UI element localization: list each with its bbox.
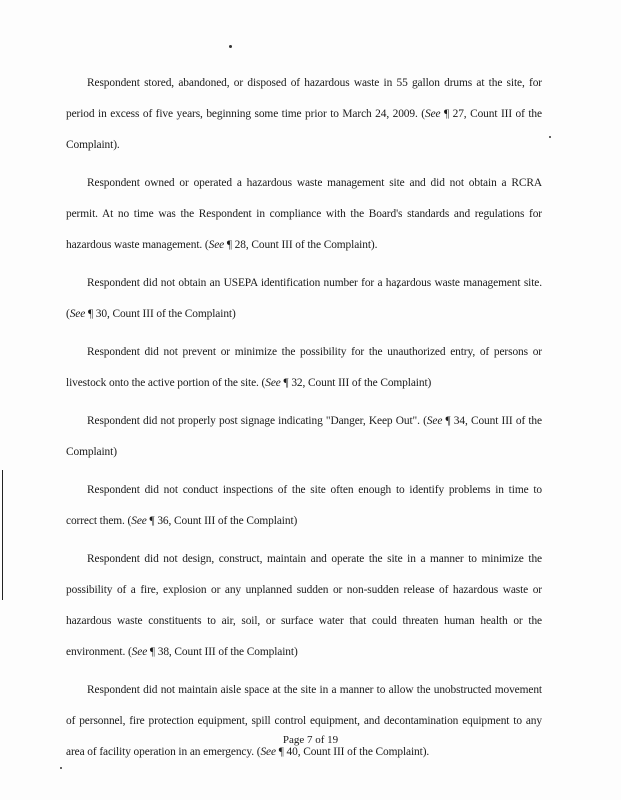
paragraph-rcra-permit: Respondent owned or operated a hazardous waste management site and did not obtain a RCRA permit. At no time was the Respondent in compliance with the Board's standards and regulations for hazardous waste management. (See ¶ 28, Count III of the Complaint). <box>66 177 542 251</box>
scan-speck <box>229 45 232 48</box>
paragraph-drums: Respondent stored, abandoned, or disposed of hazardous waste in 55 gallon drums at the site, for period in excess of five years, beginning some time prior to March 24, 2009. (See ¶ 27, Count III of the Complaint). <box>66 77 542 151</box>
paragraph-aisle-space: Respondent did not maintain aisle space at the site in a manner to allow the unobstructed movement of personnel, fire protection equipment, spill control equipment, and decontamination equipment to any area of facility operation in an emergency. (See ¶ 40, Count III of the Complaint). <box>66 684 542 758</box>
document-body <box>66 68 542 775</box>
paragraph-signage: Respondent did not properly post signage indicating "Danger, Keep Out". (See ¶ 34, Count III of the Complaint) <box>66 415 542 458</box>
paragraph-unauthorized-entry: Respondent did not prevent or minimize the possibility for the unauthorized entry, of persons or livestock onto the active portion of the site. (See ¶ 32, Count III of the Complaint) <box>66 346 542 389</box>
paragraph-usepa-id: Respondent did not obtain an USEPA identification number for a hazardous waste management site. (See ¶ 30, Count III of the Complaint) <box>66 277 542 320</box>
page-number: Page 7 of 19 <box>282 734 339 746</box>
paragraph-fire-explosion: Respondent did not design, construct, maintain and operate the site in a manner to minimize the possibility of a fire, explosion or any unplanned sudden or non-sudden release of hazardous waste or hazardous waste constituents to air, soil, or surface water that could threaten human health or the environment. (See ¶ 38, Count III of the Complaint) <box>66 553 542 658</box>
scan-edge-mark <box>2 470 3 600</box>
paragraph-inspections: Respondent did not conduct inspections of the site often enough to identify problems in time to correct them. (See ¶ 36, Count III of the Complaint) <box>66 484 542 527</box>
scan-speck <box>549 136 551 138</box>
scan-speck <box>60 767 62 769</box>
